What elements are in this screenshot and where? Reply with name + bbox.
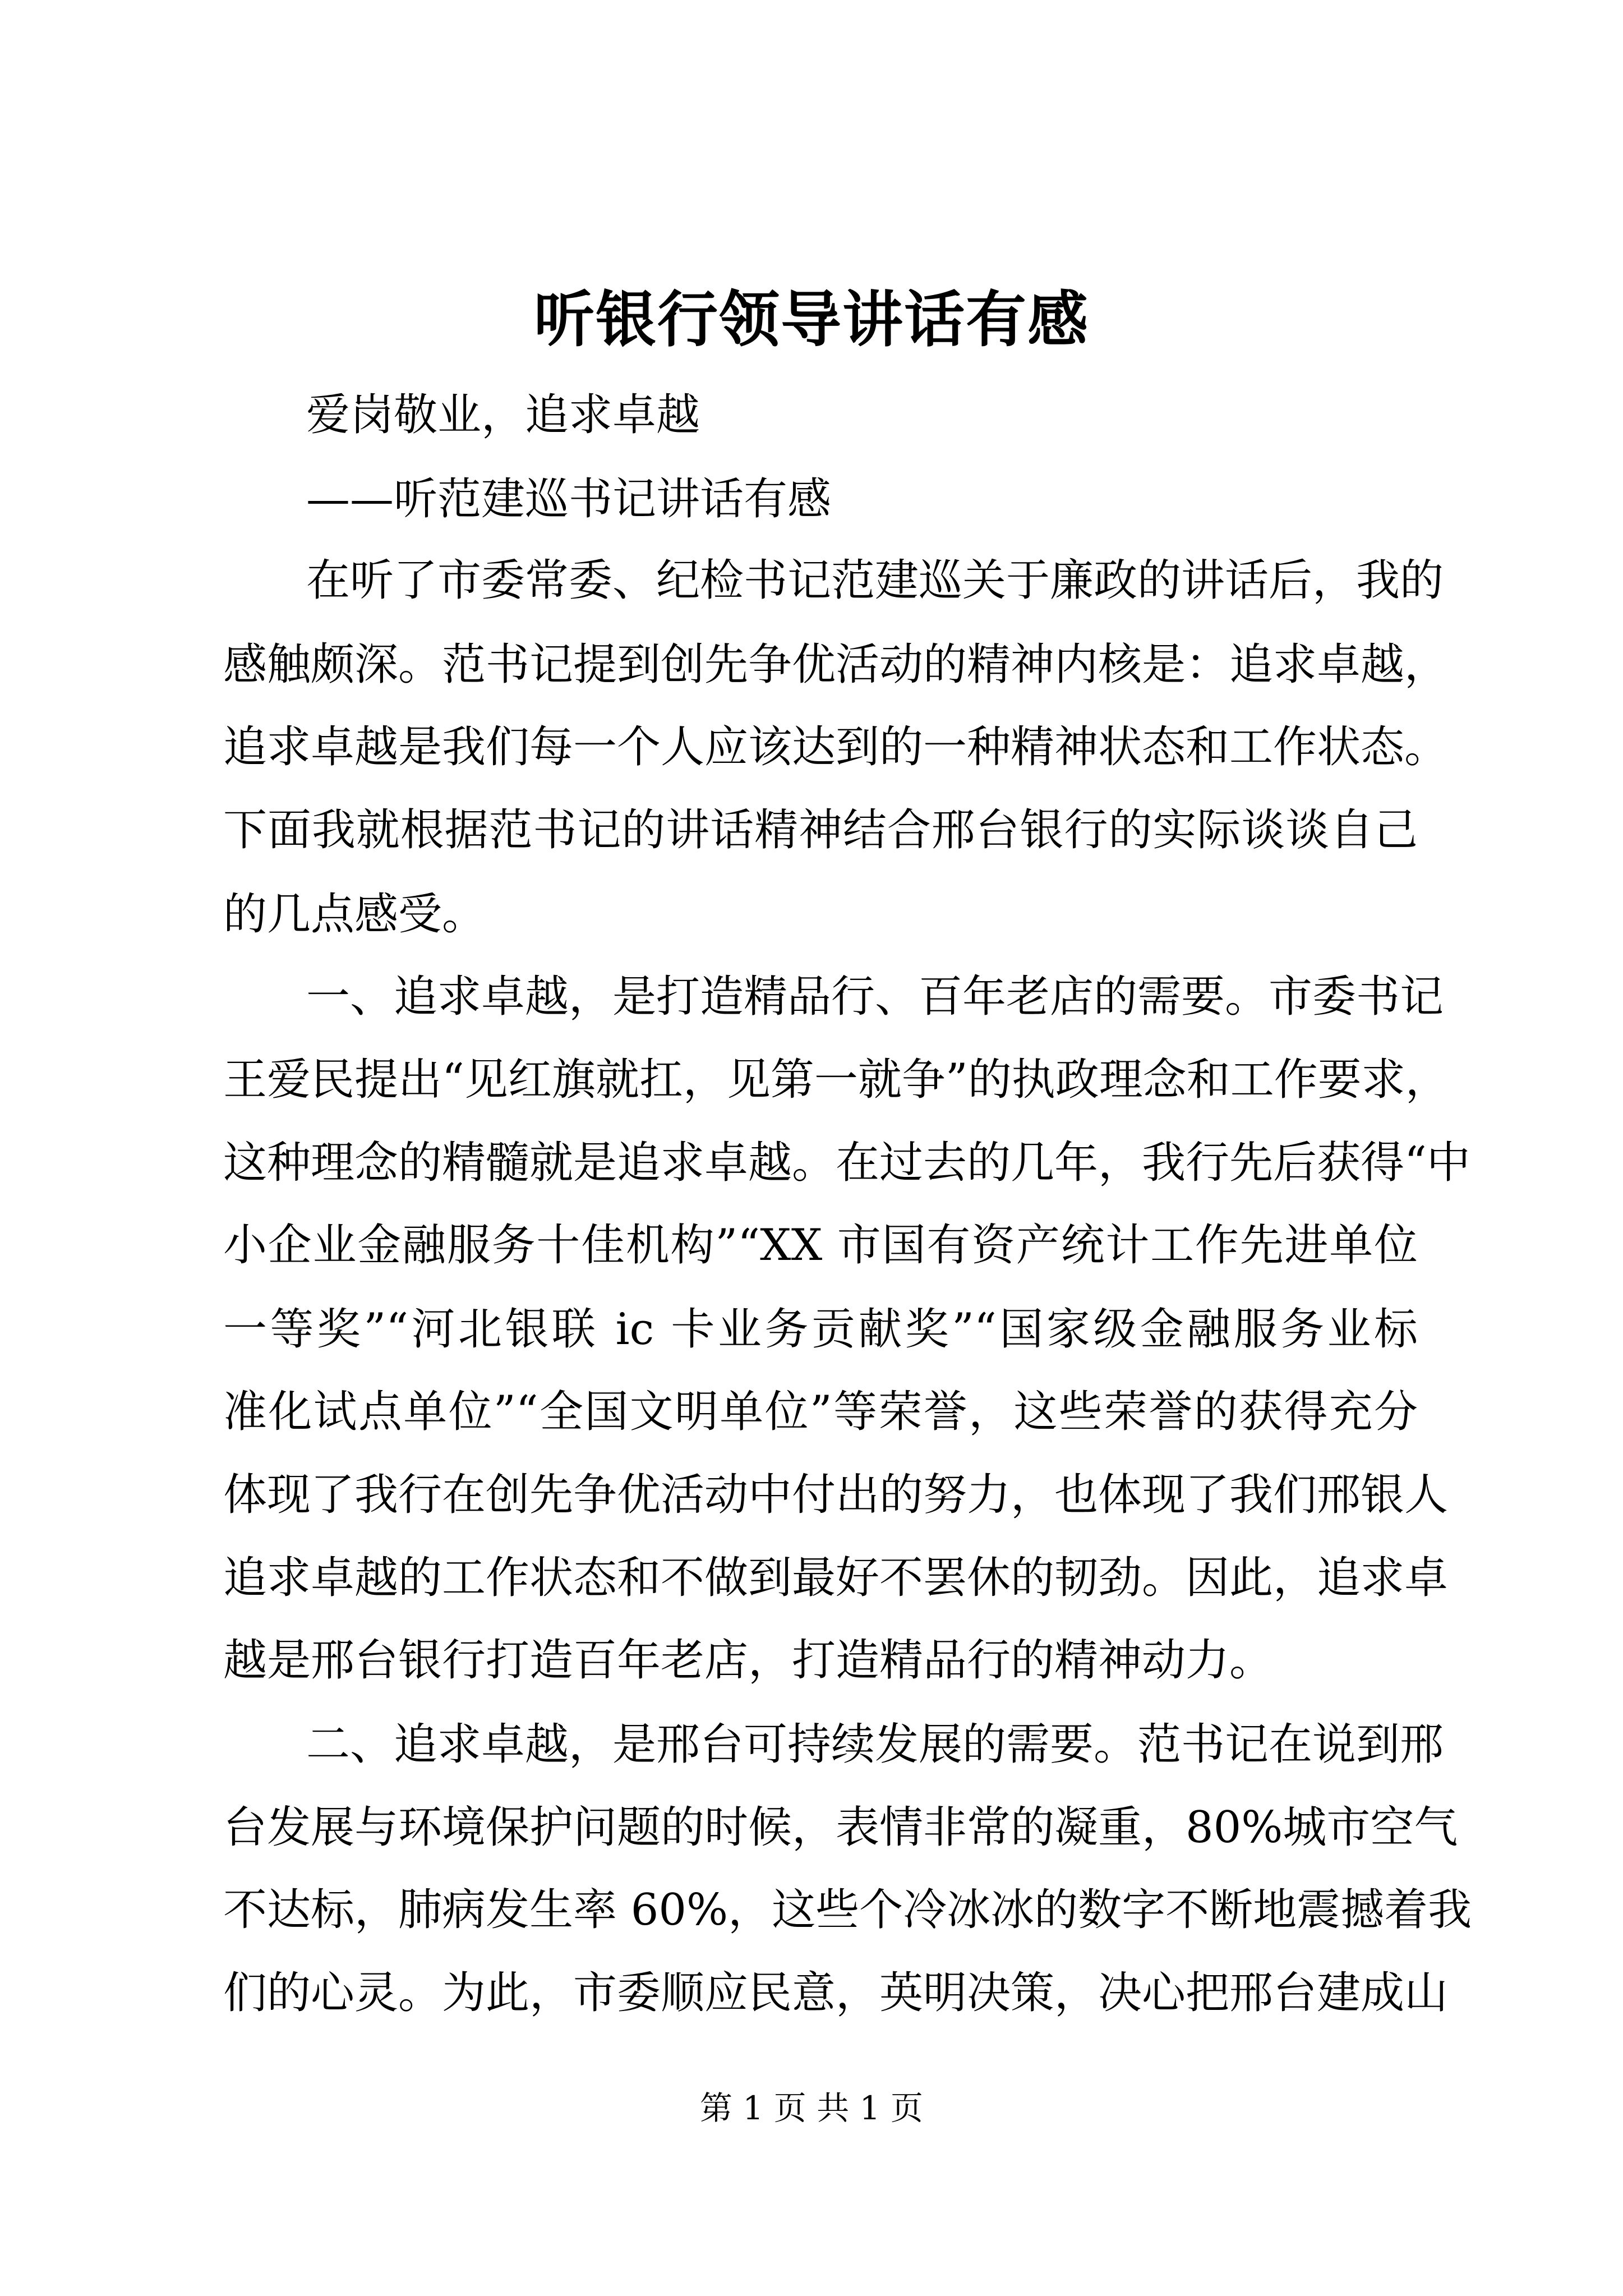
paragraph-line: 小企业金融服务十佳机构”“XX 市国有资产统计工作先进单位 bbox=[223, 1220, 1418, 1271]
page-footer: 第 1 页 共 1 页 bbox=[700, 2089, 923, 2127]
paragraph-line: 的几点感受。 bbox=[223, 889, 486, 940]
paragraph-line: 一等奖”“河北银联 ic 卡业务贡献奖”“国家级金融服务业标 bbox=[223, 1304, 1418, 1355]
paragraph-line: 在听了市委常委、纪检书记范建巡关于廉政的讲话后，我的 bbox=[306, 555, 1444, 606]
paragraph-line: 准化试点单位”“全国文明单位”等荣誉，这些荣誉的获得充分 bbox=[223, 1387, 1418, 1437]
paragraph-line: 追求卓越的工作状态和不做到最好不罢休的韧劲。因此，追求卓 bbox=[223, 1553, 1449, 1603]
paragraph-line: 不达标，肺病发生率 60%，这些个冷冰冰的数字不断地震撼着我 bbox=[223, 1885, 1472, 1935]
paragraph-line: 这种理念的精髓就是追求卓越。在过去的几年，我行先后获得“中 bbox=[223, 1138, 1470, 1188]
paragraph-line: 追求卓越是我们每一个人应该达到的一种精神状态和工作状态。 bbox=[223, 722, 1449, 772]
paragraph-line: 越是邢台银行打造百年老店，打造精品行的精神动力。 bbox=[223, 1635, 1274, 1686]
paragraph-line: 下面我就根据范书记的讲话精神结合邢台银行的实际谈谈自己 bbox=[223, 805, 1418, 855]
paragraph-line: 感触颇深。范书记提到创先争优活动的精神内核是：追求卓越， bbox=[223, 639, 1449, 690]
paragraph-line: 王爱民提出“见红旗就扛，见第一就争”的执政理念和工作要求， bbox=[223, 1055, 1449, 1105]
paragraph-line: 二、追求卓越，是邢台可持续发展的需要。范书记在说到邢 bbox=[306, 1719, 1444, 1770]
document-title: 听银行领导讲话有感 bbox=[533, 284, 1089, 355]
subtitle-line: 爱岗敬业，追求卓越 bbox=[306, 390, 700, 440]
subtitle-line: ——听范建巡书记讲话有感 bbox=[306, 474, 832, 524]
paragraph-line: 台发展与环境保护问题的时候，表情非常的凝重，80%城市空气 bbox=[223, 1802, 1458, 1853]
paragraph-line: 们的心灵。为此，市委顺应民意，英明决策，决心把邢台建成山 bbox=[223, 1968, 1449, 2018]
paragraph-line: 一、追求卓越，是打造精品行、百年老店的需要。市委书记 bbox=[306, 972, 1444, 1022]
paragraph-line: 体现了我行在创先争优活动中付出的努力，也体现了我们邢银人 bbox=[223, 1470, 1449, 1520]
